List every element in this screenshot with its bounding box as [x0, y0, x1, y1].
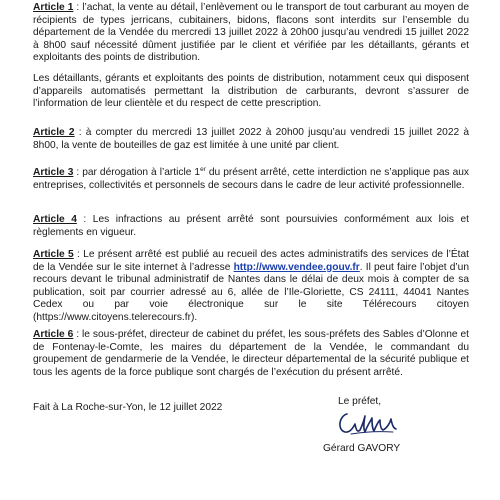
article-3 — [33, 167, 469, 192]
prefecture-website-link[interactable]: http://www.vendee.gouv.fr — [233, 261, 360, 273]
article-3-text-before: : par dérogation à l’article 1 — [73, 167, 201, 178]
handwritten-signature — [333, 408, 403, 438]
article-5-text-after: . Il peut faire l’objet d’un recours devant le tribunal administratif de Nantes dans le délai de deux mois à compter de sa publication, soit par courrier adressé au 6, allée de l’Ile-Gloriette, CS 24111, 44041 Nantes Cedex ou par voie électronique sur le site Télérecours citoyen (https://www.citoyens.telerecours.fr). — [33, 261, 469, 323]
article-5-label: Article 5 — [33, 249, 74, 260]
article-3-superscript: er — [200, 166, 206, 173]
article-1-text: : l’achat, la vente au détail, l’enlèvement ou le transport de tout carburant au moyen de récipients de types jerricans, cubitainers, bidons, flacons sont interdits sur l’ensemble du département de la Vendée du mercredi 13 juillet 2022 à 20h00 jusqu’au vendredi 15 juillet 2022 à 8h00 sauf nécessité dûment justifiée par le client et vérifiée par les détaillants, gérants et exploitants des points de distribution. — [33, 2, 470, 64]
article-3-label: Article 3 — [33, 167, 74, 178]
place-and-date: Fait à La Roche-sur-Yon, le 12 juillet 2022 — [33, 402, 223, 413]
article-6-text: : le sous-préfet, directeur de cabinet du préfet, les sous-préfets des Sables d’Olonne et de Fontenay-le-Comte, les maires du département de la Vendée, le commandant du groupement de gendarmerie de la Vendée, le directeur départemental de la sécurité publique et tous les agents de la force publique sont chargés de l’exécution du présent arrêté. — [33, 329, 470, 378]
article-1-paragraph-2 — [33, 73, 469, 111]
article-4-label: Article 4 — [33, 214, 77, 225]
article-2-label: Article 2 — [33, 127, 75, 138]
article-4-text: : Les infractions au présent arrêté sont poursuivies conformément aux lois et règlements en vigueur. — [33, 214, 469, 238]
article-1 — [33, 2, 469, 65]
article-2-text: : à compter du mercredi 13 juillet 2022 à 20h00 jusqu’au vendredi 15 juillet 2022 à 8h00, la vente de bouteilles de gaz est limitée à une unité par client. — [33, 127, 470, 151]
article-3-text-after: du présent arrêté, cette interdiction ne s’applique pas aux entreprises, collectivités et personnels de secours dans le cadre de leur activité professionnelle. — [33, 167, 470, 191]
article-5 — [33, 249, 469, 325]
article-5-text-before: : Le présent arrêté est publié au recueil des actes administratifs des services de l’État de la Vendée sur le site internet à l’adresse — [33, 249, 470, 273]
article-2 — [33, 127, 469, 152]
article-6 — [33, 329, 469, 379]
article-1-label: Article 1 — [33, 2, 74, 13]
signatory-name: Gérard GAVORY — [323, 443, 401, 454]
prefect-title: Le préfet, — [338, 396, 382, 407]
article-6-label: Article 6 — [33, 329, 74, 340]
article-1-text-2: Les détaillants, gérants et exploitants des points de distribution, notamment ceux qui disposent d’appareils automatisés permettant la distribution de carburants, devront s’assurer de l’information de leur clientèle et du respect de cette prescription. — [33, 73, 469, 110]
article-4 — [33, 214, 469, 239]
